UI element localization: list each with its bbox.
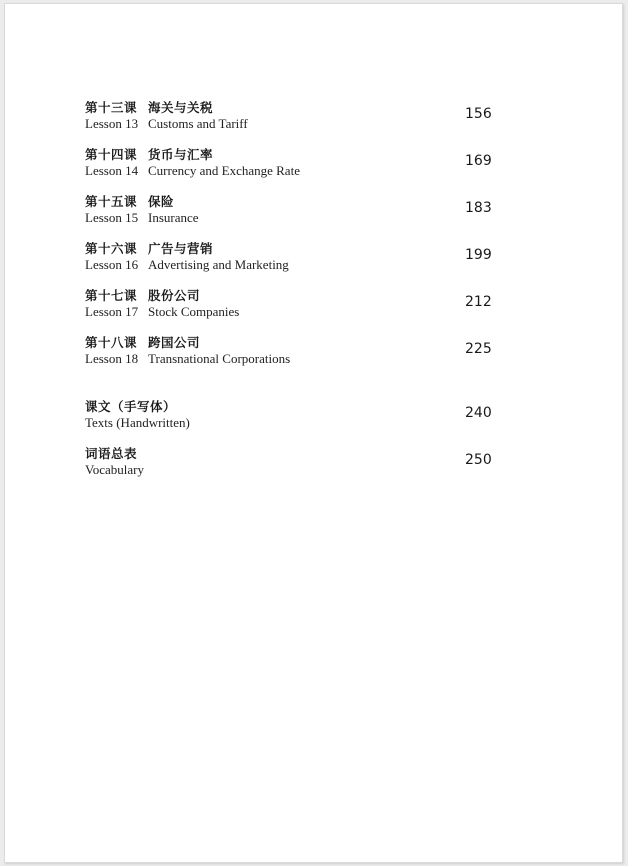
appendix-title-en: Texts (Handwritten) [85,415,190,430]
lesson-title-en: Advertising and Marketing [148,257,289,272]
lesson-title-en: Stock Companies [148,304,240,319]
lesson-number-en: Lesson 15 [85,210,139,225]
page-number: 212 [465,294,492,310]
lesson-number-zh: 第十五课 [85,194,138,209]
appendix-title-en: Vocabulary [85,462,144,477]
toc-entry-lesson-14[interactable] [85,145,505,185]
lesson-number-zh: 第十七课 [85,288,138,303]
lesson-number-en: Lesson 16 [85,257,139,272]
toc-entry-lesson-17[interactable] [85,286,505,326]
lesson-title-en: Currency and Exchange Rate [148,163,300,178]
toc-entry-vocabulary[interactable] [85,444,505,484]
appendix-title-zh: 课文（手写体） [85,399,177,414]
toc-entry-lesson-18[interactable] [85,333,505,373]
lesson-number-en: Lesson 14 [85,163,139,178]
document-page [4,3,623,863]
page-number: 156 [465,106,492,122]
toc-entry-texts-handwritten[interactable] [85,397,505,437]
lesson-title-en: Customs and Tariff [148,116,248,131]
lesson-number-zh: 第十四课 [85,147,138,162]
appendix-title-zh: 词语总表 [85,446,138,461]
lesson-title-zh: 股份公司 [148,288,201,303]
lesson-number-zh: 第十三课 [85,100,138,115]
page-number: 199 [465,247,492,263]
lesson-number-zh: 第十八课 [85,335,138,350]
lesson-title-zh: 保险 [148,194,175,209]
page-number: 250 [465,452,492,468]
lesson-number-en: Lesson 17 [85,304,139,319]
lesson-title-zh: 海关与关税 [148,100,214,115]
lesson-title-zh: 货币与汇率 [148,147,214,162]
page-number: 183 [465,200,492,216]
lesson-title-en: Insurance [148,210,199,225]
lesson-title-zh: 广告与营销 [148,241,214,256]
lesson-number-en: Lesson 13 [85,116,139,131]
lesson-title-en: Transnational Corporations [148,351,291,366]
toc-entry-lesson-15[interactable] [85,192,505,232]
lesson-number-zh: 第十六课 [85,241,138,256]
page-number: 240 [465,405,492,421]
page-number: 225 [465,341,492,357]
lesson-title-zh: 跨国公司 [148,335,201,350]
lesson-number-en: Lesson 18 [85,351,139,366]
toc-entry-lesson-16[interactable] [85,239,505,279]
page-number: 169 [465,153,492,169]
toc-entry-lesson-13[interactable] [85,98,505,138]
